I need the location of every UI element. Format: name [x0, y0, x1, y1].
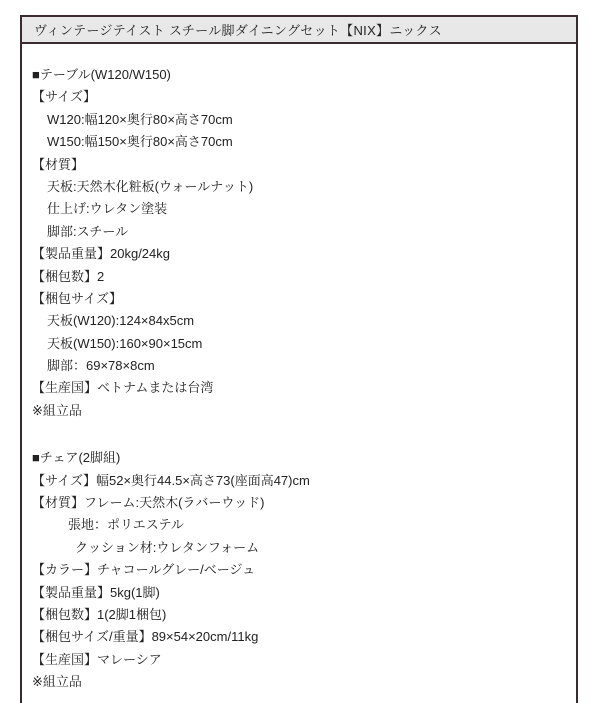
spec-line: W150:幅150×奥行80×高さ70cm: [47, 134, 233, 150]
spec-line: 【梱包サイズ/重量】89×54×20cm/11kg: [32, 629, 259, 645]
spec-line: 脚部：69×78×8cm: [47, 358, 155, 374]
spec-line: 【製品重量】5kg(1脚): [32, 584, 160, 600]
spec-line: 天板(W150):160×90×15cm: [47, 335, 203, 351]
panel-header: [22, 17, 576, 44]
spec-line: 仕上げ:ウレタン塗装: [47, 201, 168, 217]
spec-line: 天板(W120):124×84x5cm: [47, 313, 195, 329]
spec-line: ※組立品: [32, 674, 82, 690]
spec-line: 【生産国】マレーシア: [32, 651, 162, 667]
table-spec-section: [32, 64, 566, 422]
spec-line: 張地：ポリエステル: [68, 517, 184, 533]
spec-line: 【製品重量】20kg/24kg: [32, 246, 170, 262]
spec-line: ■チェア(2脚組): [32, 450, 121, 466]
chair-spec-section: [32, 447, 566, 693]
spec-line: 【材質】フレーム:天然木(ラバーウッド): [32, 495, 265, 511]
spec-line: W120:幅120×奥行80×高さ70cm: [47, 111, 233, 127]
spec-line: ■テーブル(W120/W150): [32, 67, 171, 82]
spec-line: ※組立品: [32, 402, 82, 418]
spec-line: 脚部:スチール: [47, 223, 129, 239]
spec-line: 【梱包数】2: [32, 268, 105, 284]
product-spec-panel: [20, 15, 578, 703]
spec-line: 【梱包数】1(2脚1梱包): [32, 606, 167, 622]
spec-line: 【サイズ】幅52×奥行44.5×高さ73(座面高47)cm: [32, 472, 310, 488]
spec-line: 天板:天然木化粧板(ウォールナット): [47, 178, 254, 194]
section-gap: [32, 422, 566, 447]
spec-line: 【サイズ】: [32, 89, 96, 105]
spec-line: 【材質】: [32, 156, 85, 172]
product-title: ヴィンテージテイスト スチール脚ダイニングセット【NIX】ニックス: [34, 23, 442, 38]
spec-line: クッション材:ウレタンフォーム: [75, 539, 260, 555]
spec-line: 【生産国】ベトナムまたは台湾: [32, 380, 214, 396]
spec-line: 【カラー】チャコールグレー/ベージュ: [32, 562, 256, 578]
spec-line: 【梱包サイズ】: [32, 290, 122, 306]
panel-body: [22, 44, 576, 694]
